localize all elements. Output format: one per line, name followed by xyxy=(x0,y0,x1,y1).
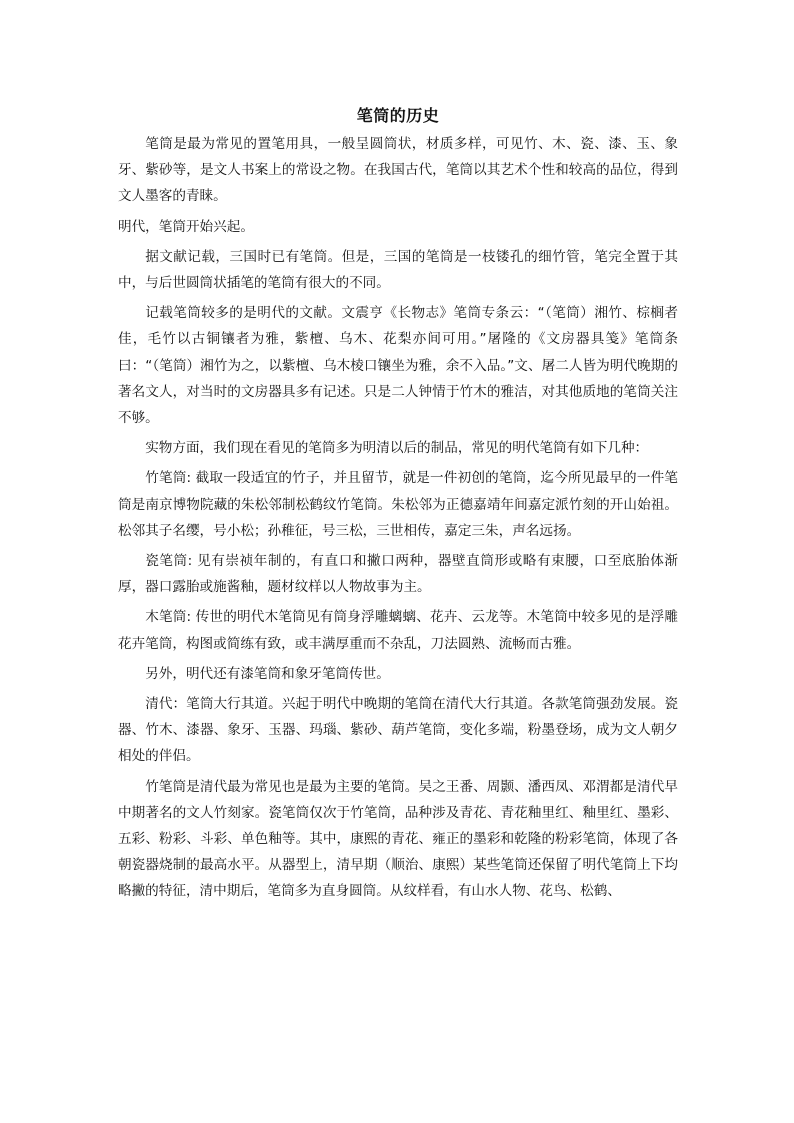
paragraph-qing-bamboo: 竹笔筒是清代最为常见也是最为主要的笔筒。吴之王番、周颢、潘西凤、邓渭都是清代早中期著名的文人竹刻家。瓷笔筒仅次于竹笔筒，品种涉及青花、青花釉里红、釉里红、墨彩、五彩、粉彩、斗彩、单色釉等。其中，康熙的青花、雍正的墨彩和乾隆的粉彩笔筒，体现了各朝瓷器烧制的最高水平。从器型上，清早期（顺治、康熙）某些笔筒还保留了明代笔筒上下均略撇的特征，清中期后，笔筒多为直身圆筒。从纹样看，有山水人物、花鸟、松鹤、 xyxy=(118,778,678,900)
paragraph-bamboo: 竹笔筒: 截取一段适宜的竹子，并且留节，就是一件初创的笔筒，迄今所见最早的一件笔筒是南京博物院藏的朱松邻制松鹤纹竹笔筒。朱松邻为正德嘉靖年间嘉定派竹刻的开山始祖。松邻其子名缨，号小松；孙稚征，号三松，三世相传，嘉定三朱，声名远扬。 xyxy=(118,470,678,539)
paragraph-three-kingdoms: 据文献记载，三国时已有笔筒。但是，三国的笔筒是一枝镂孔的细竹管，笔完全置于其中，与后世圆筒状插笔的笔筒有很大的不同。 xyxy=(118,248,678,292)
paragraph-wood: 木笔筒: 传世的明代木笔筒见有筒身浮雕螭螭、花卉、云龙等。木笔筒中较多见的是浮雕花卉笔筒，构图或简练有致，或丰满厚重而不杂乱，刀法圆熟、流畅而古雅。 xyxy=(118,609,678,652)
paragraph-qing: 清代：笔筒大行其道。兴起于明代中晚期的笔筒在清代大行其道。各款笔筒强劲发展。瓷器、竹木、漆器、象牙、玉器、玛瑙、紫砂、葫芦笔筒，变化多端，粉墨登场，成为文人朝夕相处的伴侣。 xyxy=(118,696,678,765)
paragraph-ming-rise: 明代，笔筒开始兴起。 xyxy=(118,218,254,235)
document-page xyxy=(118,103,678,909)
document-title: 笔筒的历史 xyxy=(356,106,440,125)
paragraph-intro: 笔筒是最为常见的置笔用具，一般呈圆筒状，材质多样，可见竹、木、瓷、漆、玉、象牙、紫砂等，是文人书案上的常设之物。在我国古代，笔筒以其艺术个性和较高的品位，得到文人墨客的青睐。 xyxy=(118,136,678,205)
paragraph-porcelain: 瓷笔筒: 见有崇祯年制的，有直口和撇口两种，器壁直筒形或略有束腰，口至底胎体渐厚，器口露胎或施酱釉，题材纹样以人物故事为主。 xyxy=(118,553,678,596)
paragraph-lacquer-ivory: 另外，明代还有漆笔筒和象牙笔筒传世。 xyxy=(145,665,390,682)
paragraph-artifacts: 实物方面，我们现在看见的笔筒多为明清以后的制品，常见的明代笔筒有如下几种： xyxy=(145,440,649,457)
paragraph-ming-literature: 记载笔筒较多的是明代的文献。文震亨《长物志》笔筒专条云：“（笔筒）湘竹、棕榈者佳，毛竹以古铜镶者为雅，紫檀、乌木、花梨亦间可用。”屠隆的《文房器具笺》笔筒条曰：“（笔筒）湘竹为之，以紫檀、乌木棱口镶坐为雅，余不入品。”文、屠二人皆为明代晚期的著名文人，对当时的文房器具多有记述。只是二人钟情于竹木的雅洁，对其他质地的笔筒关注不够。 xyxy=(118,305,678,427)
